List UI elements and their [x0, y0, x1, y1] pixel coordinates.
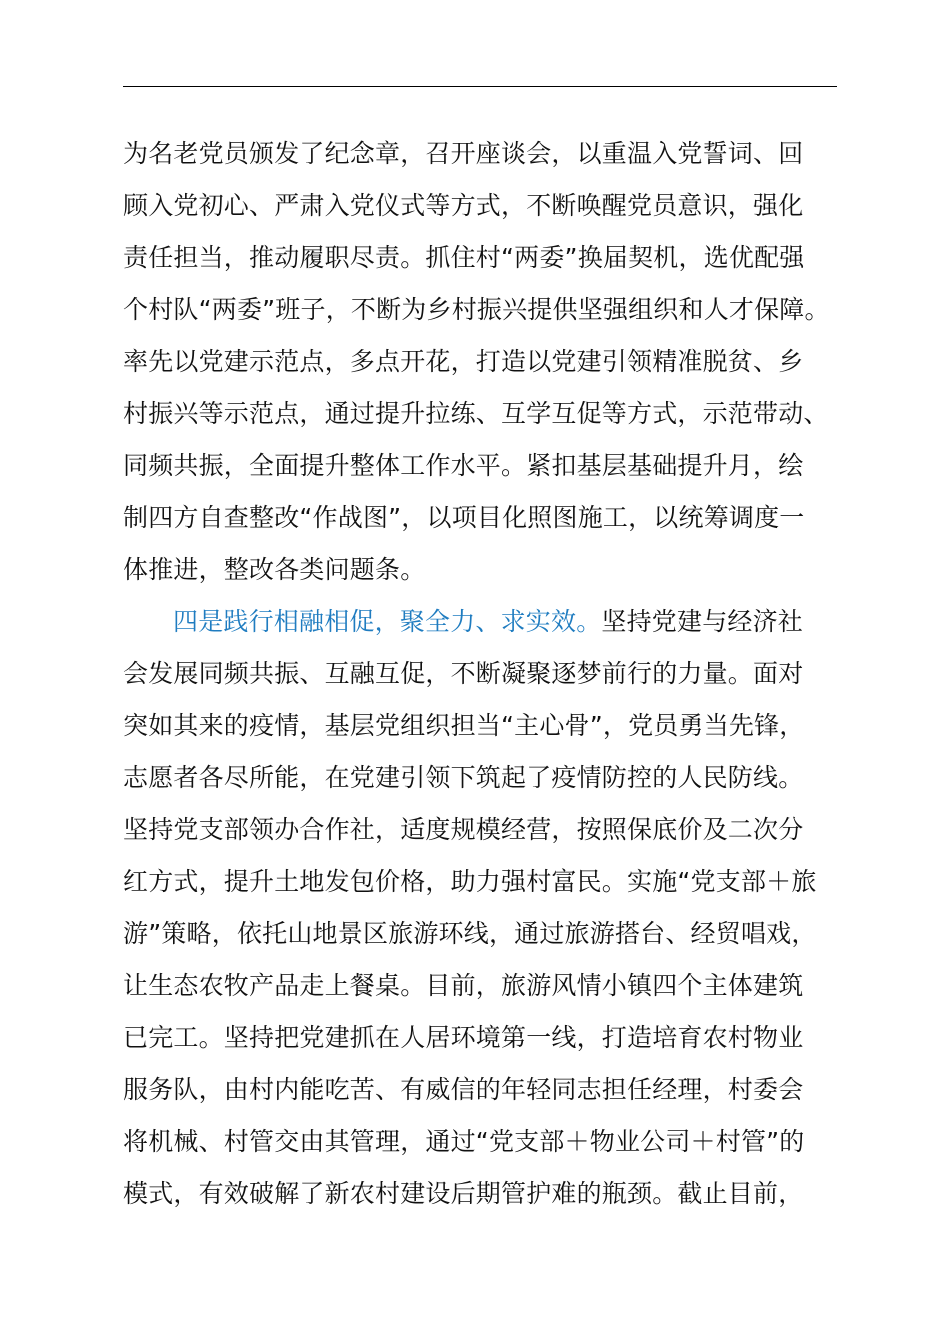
text-line: 让生态农牧产品走上餐桌。目前，旅游风情小镇四个主体建筑 — [123, 971, 804, 1000]
text-line: 顾入党初心、严肃入党仪式等方式，不断唤醒党员意识，强化 — [123, 191, 804, 220]
text-line: 坚持党支部领办合作社，适度规模经营，按照保底价及二次分 — [123, 815, 804, 844]
section-four-first-line — [173, 607, 803, 637]
text-line: 村振兴等示范点，通过提升拉练、互学互促等方式，示范带动、 — [123, 399, 829, 428]
text-line: 模式，有效破解了新农村建设后期管护难的瓶颈。截止目前， — [123, 1179, 804, 1208]
text-line: 会发展同频共振、互融互促，不断凝聚逐梦前行的力量。面对 — [123, 659, 804, 688]
text-line: 已完工。坚持把党建抓在人居环境第一线，打造培育农村物业 — [123, 1023, 804, 1052]
header-rule — [123, 86, 837, 87]
text-line: 体推进，整改各类问题条。 — [123, 555, 426, 584]
text-line: 突如其来的疫情，基层党组织担当“主心骨”，党员勇当先锋， — [123, 711, 805, 740]
text-line: 将机械、村管交由其管理，通过“党支部＋物业公司＋村管”的 — [123, 1127, 805, 1156]
text-line: 志愿者各尽所能，在党建引领下筑起了疫情防控的人民防线。 — [123, 763, 804, 792]
text-line: 个村队“两委”班子，不断为乡村振兴提供坚强组织和人才保障。 — [123, 295, 830, 324]
text-line: 服务队，由村内能吃苦、有威信的年轻同志担任经理，村委会 — [123, 1075, 804, 1104]
section-heading: 四是践行相融相促，聚全力、求实效。 — [173, 607, 602, 636]
text-line: 为名老党员颁发了纪念章，召开座谈会，以重温入党誓词、回 — [123, 139, 804, 168]
text-line: 率先以党建示范点，多点开花，打造以党建引领精准脱贫、乡 — [123, 347, 804, 376]
text-line: 责任担当，推动履职尽责。抓住村“两委”换届契机，选优配强 — [123, 243, 805, 272]
text-line: 红方式，提升土地发包价格，助力强村富民。实施“党支部＋旅 — [123, 867, 817, 896]
text-line: 同频共振，全面提升整体工作水平。紧扣基层基础提升月，绘 — [123, 451, 804, 480]
text-line: 制四方自查整改“作战图”，以项目化照图施工，以统筹调度一 — [123, 503, 805, 532]
section-first-line-text: 坚持党建与经济社 — [601, 607, 804, 636]
text-line: 游”策略，依托山地景区旅游环线，通过旅游搭台、经贸唱戏， — [123, 919, 817, 948]
